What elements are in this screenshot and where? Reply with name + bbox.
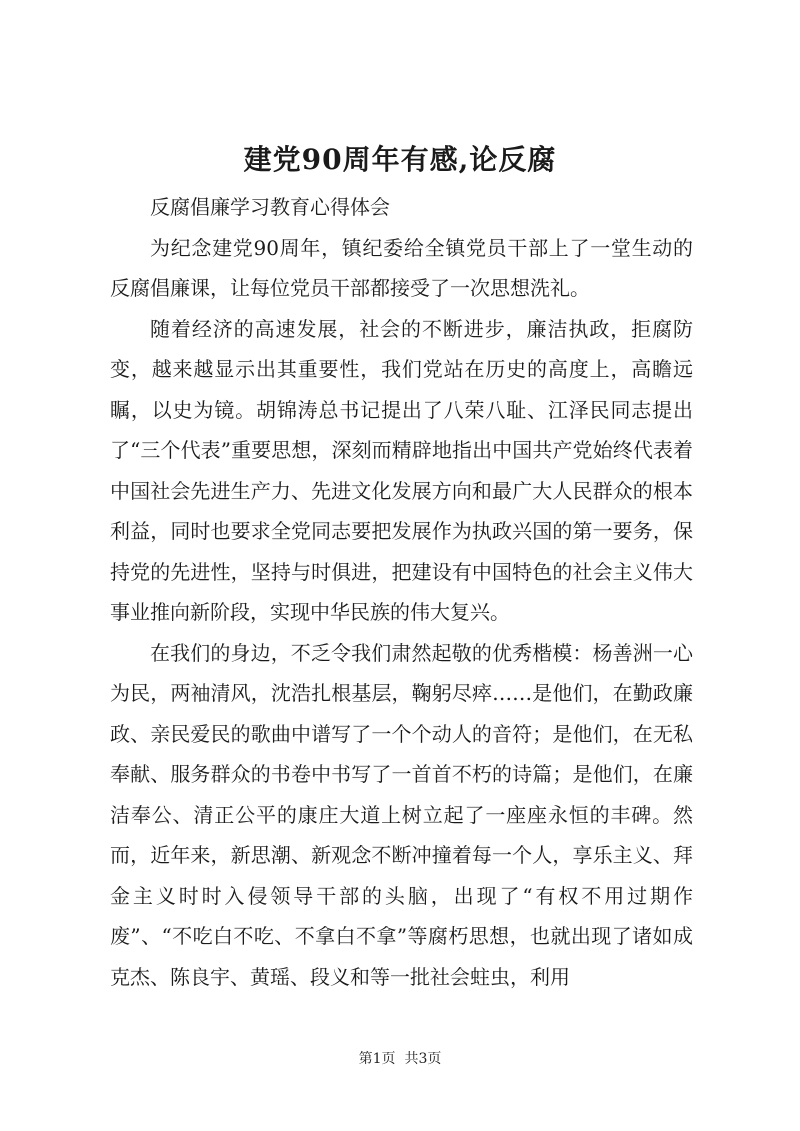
page-footer (0, 1049, 800, 1069)
document-title: 建党90周年有感,论反腐 (243, 143, 557, 176)
paragraph-1: 为纪念建党90周年，镇纪委给全镇党员干部上了一堂生动的反腐倡廉课，让每位党员干部都接受了一次思想洗礼。 (110, 235, 693, 300)
subtitle-paragraph: 反腐倡廉学习教育心得体会 (150, 195, 390, 219)
page-number: 第1页 共3页 (358, 1051, 442, 1067)
paragraph-3: 在我们的身边，不乏令我们肃然起敬的优秀楷模：杨善洲一心为民，两袖清风，沈浩扎根基层，鞠躬尽瘁……是他们，在勤政廉政、亲民爱民的歌曲中谱写了一个个动人的音符；是他们，在无私奉献、服务群众的书卷中书写了一首首不朽的诗篇；是他们，在廉洁奉公、清正公平的康庄大道上树立起了一座座永恒的丰碑。然而，近年来，新思潮、新观念不断冲撞着每一个人，享乐主义、拜金主义时时入侵领导干部的头脑，出现了“有权不用过期作废”、“不吃白不吃、不拿白不拿”等腐朽思想，也就出现了诸如成克杰、陈良宇、黄瑶、段义和等一批社会蛀虫，利用 (110, 640, 693, 989)
document-body (110, 187, 693, 997)
paragraph-2: 随着经济的高速发展，社会的不断进步，廉洁执政，拒腐防变，越来越显示出其重要性，我们党站在历史的高度上，高瞻远瞩，以史为镜。胡锦涛总书记提出了八荣八耻、江泽民同志提出了“三个代表”重要思想，深刻而精辟地指出中国共产党始终代表着中国社会先进生产力、先进文化发展方向和最广大人民群众的根本利益，同时也要求全党同志要把发展作为执政兴国的第一要务，保持党的先进性，坚持与时俱进，把建设有中国特色的社会主义伟大事业推向新阶段，实现中华民族的伟大复兴。 (110, 316, 693, 624)
